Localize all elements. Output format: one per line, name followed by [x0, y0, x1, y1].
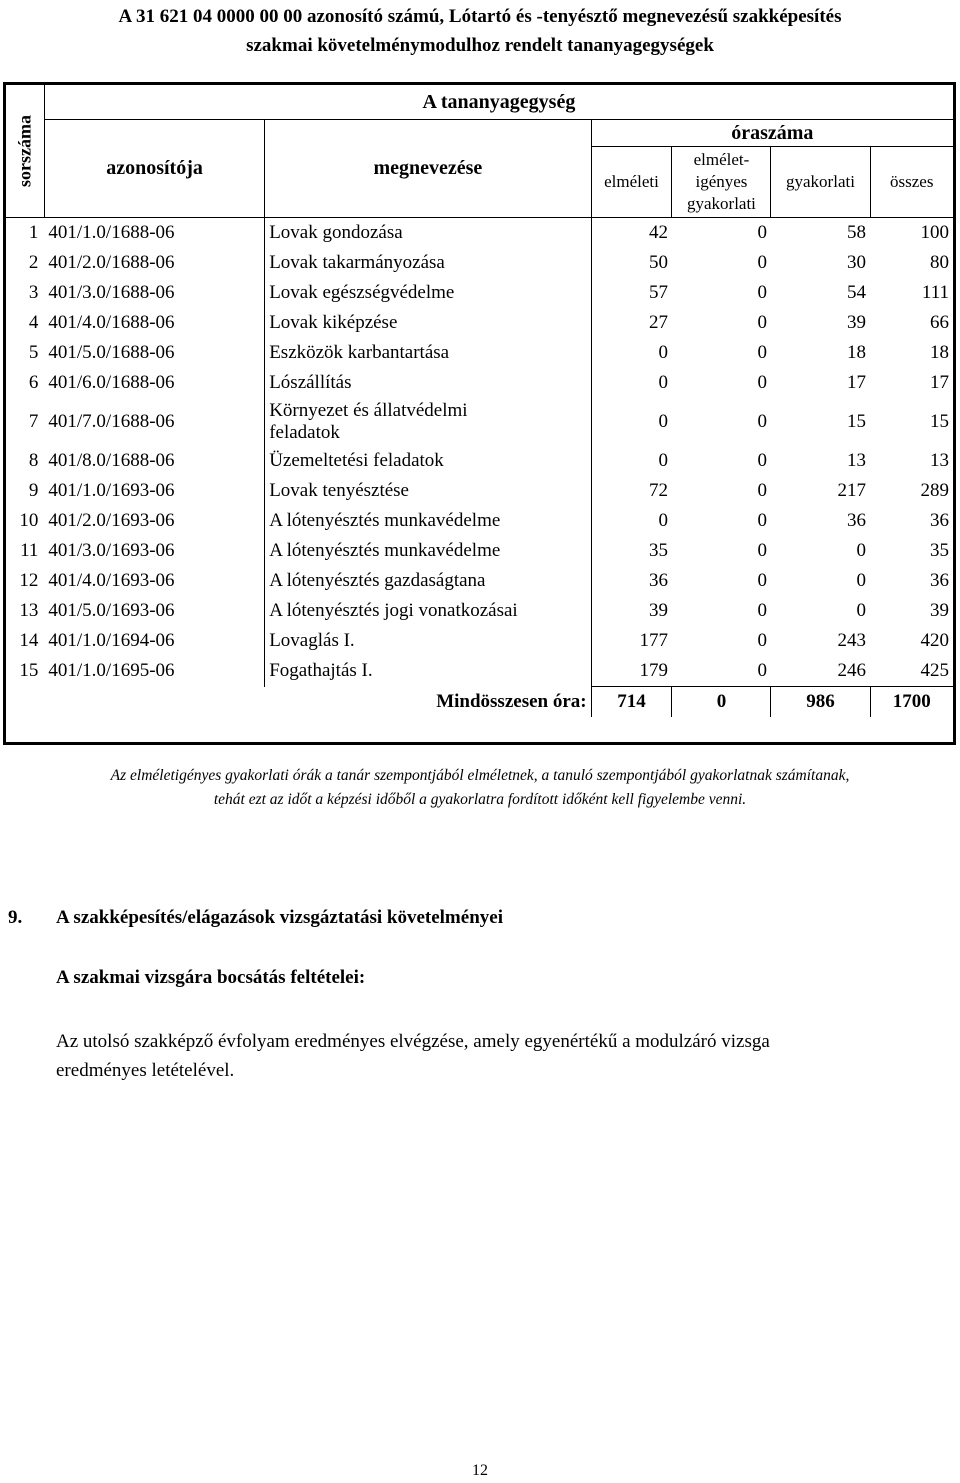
row-gyakorlati: 0 [856, 540, 866, 561]
row-name: Lovak egészségvédelme [265, 278, 591, 308]
section-heading [8, 907, 503, 929]
row-number: 10 [19, 510, 39, 531]
table-row [6, 278, 953, 308]
row-number: 1 [28, 222, 39, 243]
row-number: 15 [19, 660, 39, 682]
row-gyakorlati: 39 [847, 312, 866, 333]
row-id: 401/1.0/1694-06 [48, 630, 175, 651]
paragraph-line-1: Az utolsó szakképző évfolyam eredményes elvégzése, amely egyenértékű a modulzáró vizsga [56, 1031, 770, 1052]
document-title [0, 2, 960, 60]
row-elmeleti: 57 [648, 282, 668, 303]
row-number: 4 [28, 312, 39, 333]
row-name: A lótenyésztés munkavédelme [265, 506, 591, 536]
table-row [6, 338, 953, 368]
row-number: 6 [28, 372, 39, 393]
header-azonositoja: azonosítója [44, 120, 264, 218]
subheading: A szakmai vizsgára bocsátás feltételei: [56, 967, 366, 988]
row-name: A lótenyésztés munkavédelme [265, 536, 591, 566]
row-number: 5 [28, 342, 39, 363]
curriculum-table [3, 82, 956, 745]
table-row [6, 308, 953, 338]
row-elmeletigenyes: 0 [757, 342, 767, 363]
row-elmeletigenyes: 0 [757, 372, 767, 393]
header-sorszama: sorszáma [6, 85, 44, 218]
row-osszes: 80 [930, 252, 949, 273]
row-number: 13 [19, 600, 39, 621]
row-id: 401/2.0/1688-06 [48, 252, 175, 273]
row-id: 401/3.0/1688-06 [48, 282, 175, 303]
row-number: 7 [28, 411, 39, 432]
row-name: Lovak tenyésztése [265, 476, 591, 506]
table-row [6, 626, 953, 656]
row-number: 12 [19, 570, 39, 591]
row-id: 401/1.0/1688-06 [48, 222, 175, 243]
row-elmeleti: 177 [639, 630, 668, 651]
row-name: Lovak kiképzése [265, 308, 591, 338]
row-id: 401/4.0/1688-06 [48, 312, 175, 333]
footnote-line-1: Az elméletigényes gyakorlati órák a tanár szempontjából elméletnek, a tanuló szempontjából gyakorlatnak számítanak, [110, 767, 850, 784]
row-number: 9 [28, 480, 39, 501]
table-row [6, 596, 953, 626]
row-elmeletigenyes: 0 [757, 450, 767, 471]
row-gyakorlati: 30 [847, 252, 866, 273]
row-gyakorlati: 17 [847, 372, 866, 393]
row-gyakorlati: 15 [847, 411, 866, 432]
row-elmeleti: 36 [648, 570, 668, 591]
table-row [6, 248, 953, 278]
header-gyakorlati: gyakorlati [771, 147, 870, 218]
row-elmeletigenyes: 0 [757, 480, 767, 501]
row-elmeleti: 27 [648, 312, 668, 333]
row-osszes: 36 [930, 570, 949, 591]
row-osszes: 420 [920, 630, 949, 651]
table-row [6, 218, 953, 249]
row-elmeleti: 50 [648, 252, 668, 273]
table-row [6, 398, 953, 446]
row-elmeletigenyes: 0 [757, 660, 767, 681]
table-row [6, 656, 953, 687]
paragraph [56, 1027, 946, 1085]
table-row [6, 506, 953, 536]
table-row [6, 446, 953, 476]
row-gyakorlati: 54 [847, 282, 866, 303]
header-oraszama: óraszáma [591, 120, 953, 147]
header-group: A tananyagegység [44, 85, 953, 120]
row-number: 3 [28, 282, 39, 303]
row-elmeletigenyes: 0 [757, 222, 767, 243]
total-osszes: 1700 [870, 687, 953, 718]
row-osszes: 17 [930, 372, 949, 393]
row-gyakorlati: 246 [837, 660, 866, 681]
row-gyakorlati: 0 [856, 600, 866, 621]
row-id: 401/7.0/1688-06 [48, 411, 175, 432]
row-id: 401/6.0/1688-06 [48, 372, 175, 393]
row-gyakorlati: 58 [847, 222, 866, 243]
total-gyakorlati: 986 [771, 687, 870, 718]
row-name: Lovaglás I. [265, 626, 591, 656]
row-id: 401/8.0/1688-06 [48, 450, 175, 471]
row-elmeletigenyes: 0 [757, 630, 767, 651]
title-line-1: A 31 621 04 0000 00 00 azonosító számú, Lótartó és -tenyésztő megnevezésű szakképesítés [118, 6, 842, 27]
row-osszes: 13 [930, 450, 949, 471]
row-name: Üzemeltetési feladatok [265, 446, 591, 476]
row-osszes: 289 [920, 480, 949, 501]
row-elmeleti: 0 [658, 372, 668, 393]
row-elmeleti: 72 [648, 480, 668, 501]
row-number: 14 [19, 630, 39, 651]
row-gyakorlati: 0 [856, 570, 866, 591]
row-osszes: 35 [930, 540, 949, 561]
page-number: 12 [472, 1462, 488, 1479]
row-elmeleti: 42 [648, 222, 668, 243]
row-elmeleti: 179 [639, 660, 668, 681]
total-row [6, 687, 953, 718]
row-elmeleti: 0 [658, 510, 668, 531]
header-megnevezese: megnevezése [265, 120, 591, 218]
row-name: Lószállítás [265, 368, 591, 398]
row-elmeletigenyes: 0 [757, 282, 767, 303]
row-elmeleti: 0 [658, 342, 668, 363]
row-elmeletigenyes: 0 [757, 252, 767, 273]
total-elmeleti: 714 [591, 687, 672, 718]
row-id: 401/5.0/1688-06 [48, 342, 175, 363]
table-row [6, 536, 953, 566]
row-osszes: 425 [920, 660, 949, 681]
footnote [0, 764, 960, 812]
row-osszes: 15 [930, 411, 949, 432]
row-gyakorlati: 243 [837, 630, 866, 651]
row-elmeleti: 0 [658, 450, 668, 471]
row-osszes: 111 [921, 282, 949, 303]
row-name: Környezet és állatvédelmi feladatok [265, 398, 591, 446]
row-number: 11 [20, 540, 39, 561]
title-line-2: szakmai követelménymodulhoz rendelt tananyagegységek [246, 35, 714, 56]
paragraph-line-2: eredményes letételével. [56, 1060, 235, 1081]
row-elmeletigenyes: 0 [757, 540, 767, 561]
row-gyakorlati: 217 [837, 480, 866, 501]
row-gyakorlati: 36 [847, 510, 866, 531]
row-gyakorlati: 13 [847, 450, 866, 471]
row-id: 401/1.0/1695-06 [48, 660, 175, 682]
row-id: 401/2.0/1693-06 [48, 510, 175, 531]
row-elmeleti: 0 [658, 411, 668, 432]
row-elmeletigenyes: 0 [757, 570, 767, 591]
row-id: 401/3.0/1693-06 [48, 540, 175, 561]
table-row [6, 476, 953, 506]
row-id: 401/5.0/1693-06 [48, 600, 175, 621]
row-name: A lótenyésztés jogi vonatkozásai [265, 596, 591, 626]
row-osszes: 66 [930, 312, 949, 333]
row-elmeletigenyes: 0 [757, 600, 767, 621]
table-row [6, 368, 953, 398]
row-name: Fogathajtás I. [265, 656, 591, 687]
row-osszes: 100 [920, 222, 949, 243]
section-number: 9. [8, 907, 23, 928]
row-osszes: 36 [930, 510, 949, 531]
header-elmeleti: elméleti [591, 147, 672, 218]
section-title: A szakképesítés/elágazások vizsgáztatási követelményei [56, 907, 503, 928]
row-id: 401/4.0/1693-06 [48, 570, 175, 591]
row-elmeleti: 39 [648, 600, 668, 621]
header-osszes: összes [870, 147, 953, 218]
row-elmeleti: 35 [648, 540, 668, 561]
table-row [6, 566, 953, 596]
row-elmeletigenyes: 0 [757, 510, 767, 531]
footnote-line-2: tehát ezt az időt a képzési időből a gyakorlatra fordított időként kell figyelembe venni. [213, 791, 747, 808]
row-number: 8 [28, 450, 39, 471]
row-name: Eszközök karbantartása [265, 338, 591, 368]
row-elmeletigenyes: 0 [757, 411, 767, 432]
row-name: A lótenyésztés gazdaságtana [265, 566, 591, 596]
row-elmeletigenyes: 0 [757, 312, 767, 333]
row-name: Lovak takarmányozása [265, 248, 591, 278]
row-id: 401/1.0/1693-06 [48, 480, 175, 501]
row-osszes: 18 [930, 342, 949, 363]
row-gyakorlati: 18 [847, 342, 866, 363]
row-number: 2 [28, 252, 39, 273]
row-name: Lovak gondozása [265, 218, 591, 249]
header-elmeletigenyes: elmélet- igényes gyakorlati [672, 147, 771, 218]
total-elmeletigenyes: 0 [672, 687, 771, 718]
total-label: Mindösszesen óra: [6, 687, 591, 718]
row-osszes: 39 [930, 600, 949, 621]
